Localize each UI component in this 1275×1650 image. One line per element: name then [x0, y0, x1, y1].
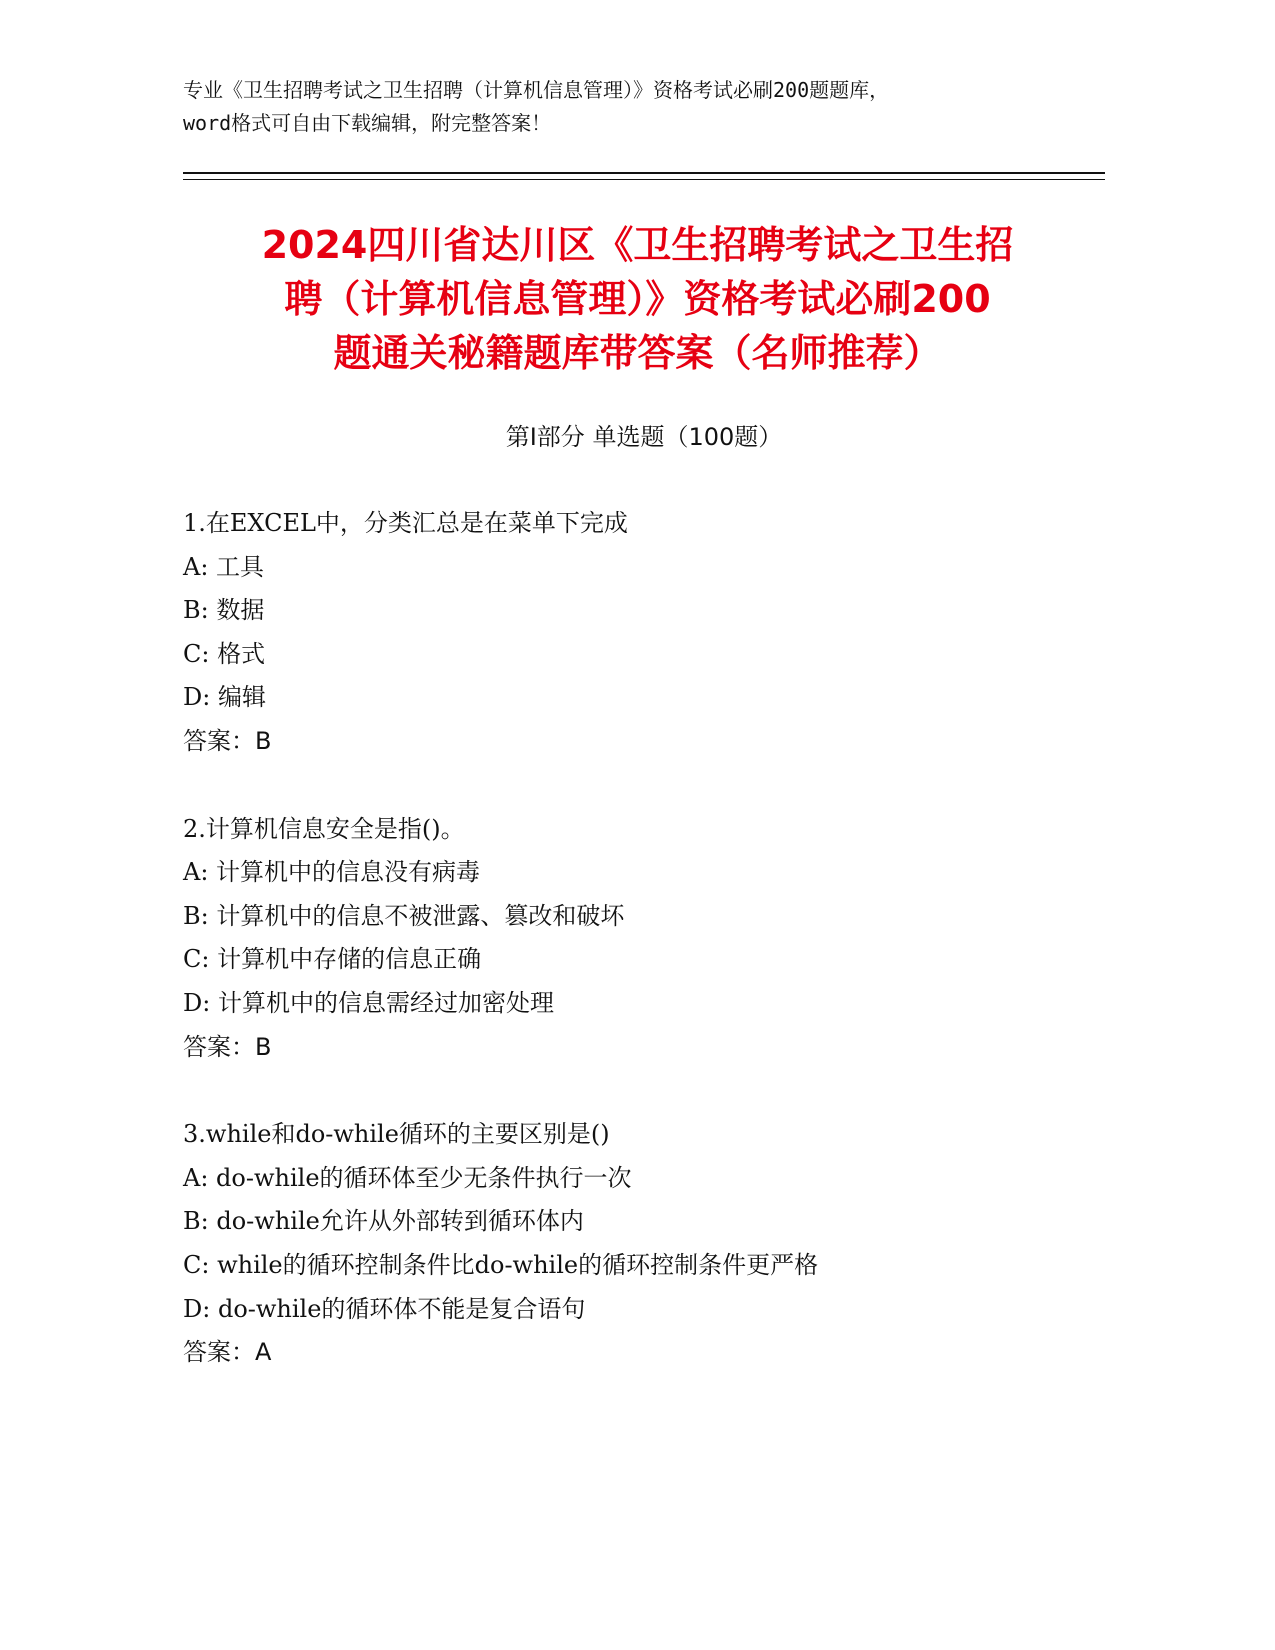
- header-divider-thin: [183, 179, 1105, 180]
- question-option-a: A: 工具: [183, 552, 265, 581]
- header-divider-thick: [183, 172, 1105, 174]
- question-stem: 3.while和do-while循环的主要区别是(): [183, 1120, 610, 1149]
- document-title-line-1: 2024四川省达川区《卫生招聘考试之卫生招: [261, 223, 1014, 267]
- question-stem: 1.在EXCEL中，分类汇总是在菜单下完成: [183, 509, 628, 537]
- document-title: [160, 218, 1115, 380]
- question-option-a: A: do-while的循环体至少无条件执行一次: [183, 1163, 632, 1192]
- question-answer: 答案：A: [183, 1338, 272, 1367]
- document-title-line-2: 聘（计算机信息管理）》资格考试必刷200: [284, 277, 991, 321]
- question-stem: 2.计算机信息安全是指()。: [183, 814, 465, 843]
- question-option-c: C: while的循环控制条件比do-while的循环控制条件更严格: [183, 1250, 819, 1279]
- question-option-d: D: 计算机中的信息需经过加密处理: [183, 988, 554, 1017]
- question-answer: 答案：B: [183, 726, 272, 755]
- header-note-line-2: word格式可自由下载编辑，附完整答案！: [183, 111, 552, 135]
- question-item: [183, 808, 1123, 1070]
- question-answer: 答案：B: [183, 1032, 272, 1061]
- question-option-b: B: do-while允许从外部转到循环体内: [183, 1207, 584, 1236]
- question-option-a: A: 计算机中的信息没有病毒: [183, 858, 481, 887]
- question-option-c: C: 计算机中存储的信息正确: [183, 945, 482, 974]
- question-option-b: B: 计算机中的信息不被泄露、篡改和破坏: [183, 901, 625, 930]
- question-option-d: D: do-while的循环体不能是复合语句: [183, 1294, 586, 1323]
- question-item: [183, 1113, 1123, 1375]
- question-item: [183, 502, 1123, 764]
- section-title: 第Ⅰ部分 单选题（100题）: [505, 423, 783, 451]
- question-option-b: B: 数据: [183, 596, 265, 625]
- header-note-line-1: 专业《卫生招聘考试之卫生招聘（计算机信息管理）》资格考试必刷200题题库，: [183, 78, 890, 102]
- question-option-c: C: 格式: [183, 639, 266, 668]
- question-option-d: D: 编辑: [183, 683, 266, 712]
- document-title-line-3: 题通关秘籍题库带答案（名师推荐）: [333, 331, 942, 375]
- header-note: [183, 74, 1113, 140]
- question-list: [183, 502, 1123, 1419]
